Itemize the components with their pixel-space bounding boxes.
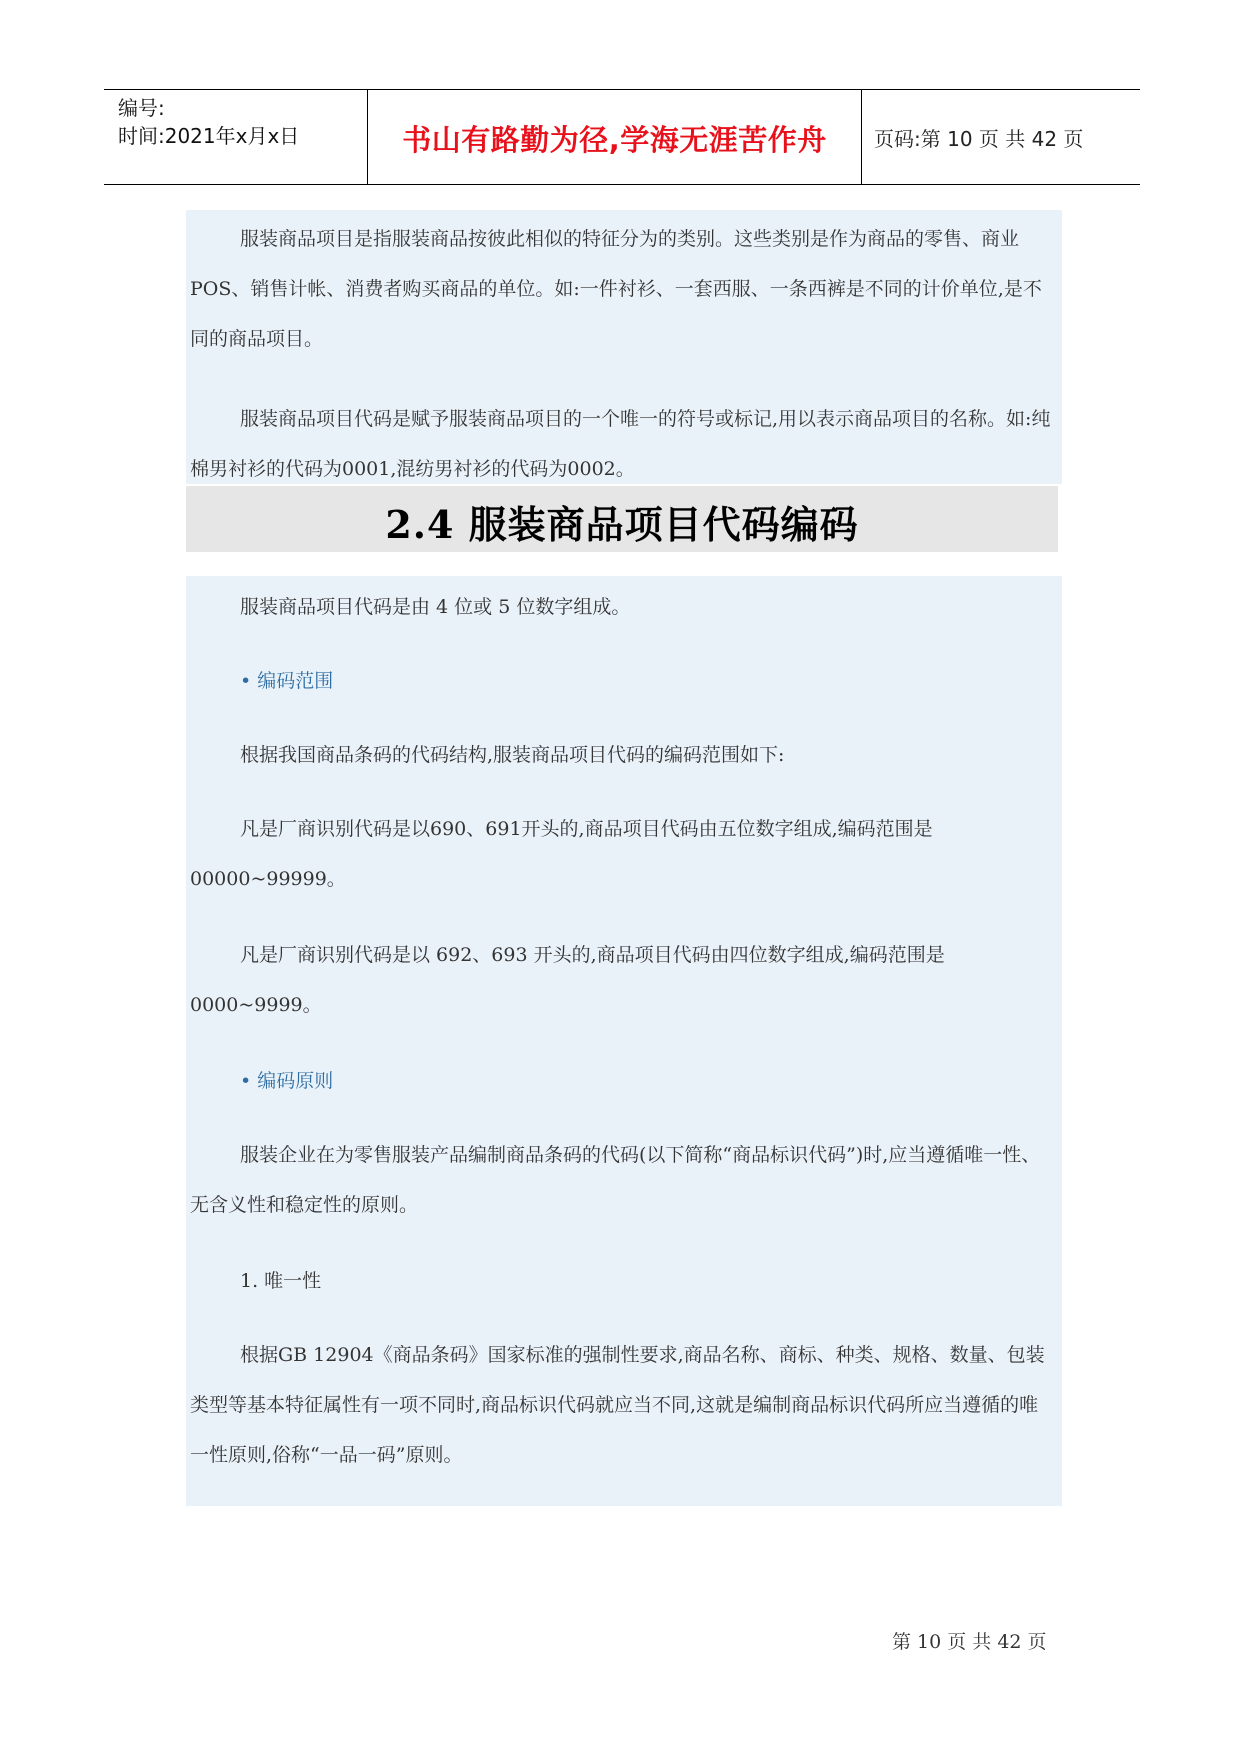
section-paragraph-7: 根据GB 12904《商品条码》国家标准的强制性要求,商品名称、商标、种类、规格、数量、包装类型等基本特征属性有一项不同时,商品标识代码就应当不同,这就是编制商品标识代码所应当遵循的唯一性原则,俗称“一品一码”原则。 [190,1344,1045,1466]
bullet-coding-range: • 编码范围 [240,670,334,692]
document-time-label: 时间:2021年x月x日 [118,124,300,148]
section-paragraph-2: 根据我国商品条码的代码结构,服装商品项目代码的编码范围如下: [240,744,785,766]
header-left-cell [104,90,368,184]
intro-paragraph-1: 服装商品项目是指服装商品按彼此相似的特征分为的类别。这些类别是作为商品的零售、商业POS、销售计帐、消费者购买商品的单位。如:一件衬衫、一套西服、一条西裤是不同的计价单位,是不同的商品项目。 [190,228,1042,350]
section-paragraph-6: 1. 唯一性 [240,1270,322,1292]
document-number-label: 编号: [118,96,165,120]
header-motto-cell [368,90,862,184]
page-header [104,89,1140,185]
intro-block [186,210,1062,484]
header-page-cell [862,90,1140,184]
intro-paragraph-2: 服装商品项目代码是赋予服装商品项目的一个唯一的符号或标记,用以表示商品项目的名称。如:纯棉男衬衫的代码为0001,混纺男衬衫的代码为0002。 [190,408,1051,480]
section-heading-band [186,486,1058,552]
header-page-number: 页码:第 10 页 共 42 页 [874,127,1084,151]
footer-page-number: 第 10 页 共 42 页 [892,1631,1047,1653]
section-body-block [186,576,1062,1506]
section-paragraph-3: 凡是厂商识别代码是以690、691开头的,商品项目代码由五位数字组成,编码范围是00000~99999。 [190,818,933,890]
bullet-coding-principles: • 编码原则 [240,1070,334,1092]
section-paragraph-4: 凡是厂商识别代码是以 692、693 开头的,商品项目代码由四位数字组成,编码范围是0000~9999。 [190,944,945,1016]
section-paragraph-1: 服装商品项目代码是由 4 位或 5 位数字组成。 [240,596,631,618]
section-paragraph-5: 服装企业在为零售服装产品编制商品条码的代码(以下简称“商品标识代码”)时,应当遵循唯一性、无含义性和稳定性的原则。 [190,1144,1041,1216]
header-motto: 书山有路勤为径,学海无涯苦作舟 [402,123,827,157]
section-heading: 2.4 服装商品项目代码编码 [385,502,859,547]
